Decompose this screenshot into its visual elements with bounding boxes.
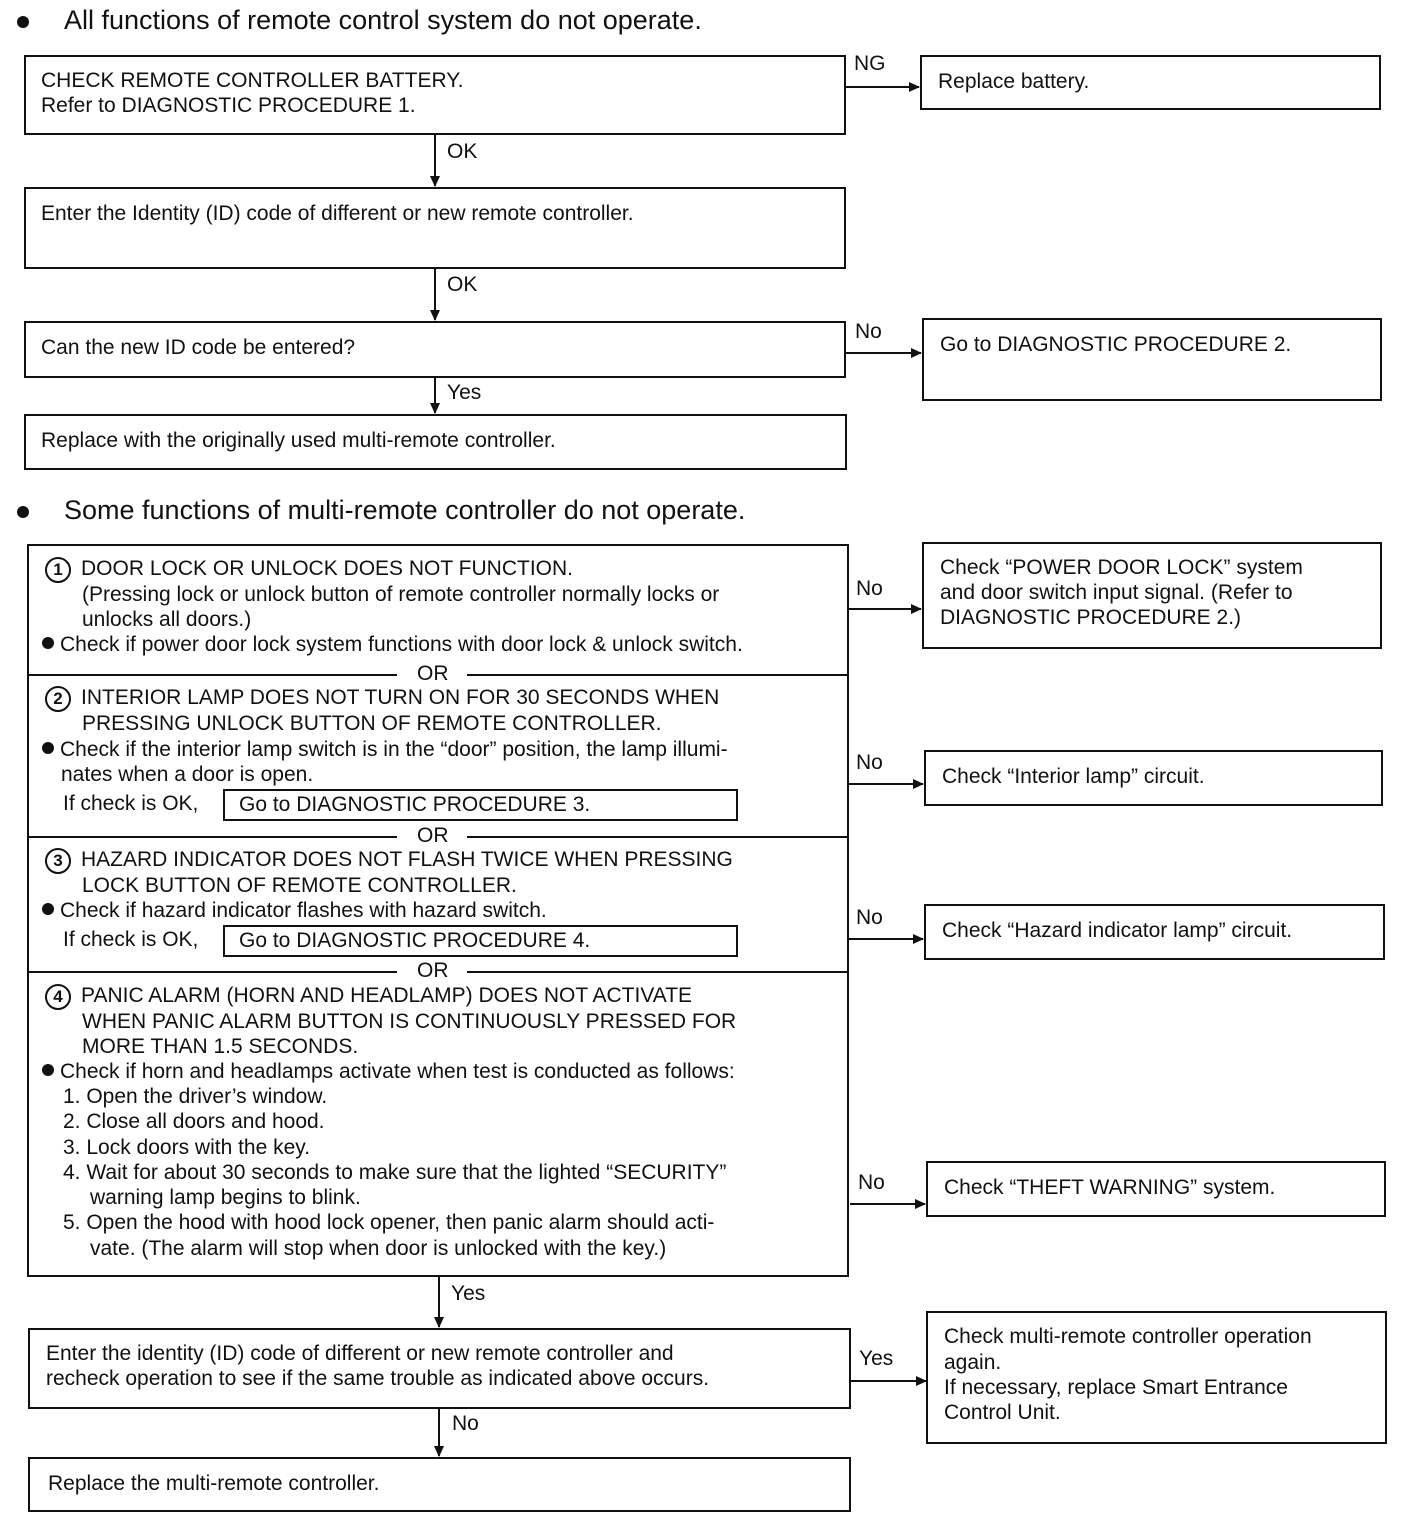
item1-check-text: Check if power door lock system functions with door lock & unlock switch. xyxy=(60,633,743,656)
item1-sub1: (Pressing lock or unlock button of remote controller normally locks or xyxy=(82,583,720,606)
item4-check-bullet xyxy=(42,1064,54,1076)
power-door-lock-line3: DIAGNOSTIC PROCEDURE 2.) xyxy=(940,606,1242,629)
item1-title-text: DOOR LOCK OR UNLOCK DOES NOT FUNCTION. xyxy=(81,557,573,580)
item2-title-line1 xyxy=(45,685,719,712)
label-yes-2: Yes xyxy=(451,1282,486,1305)
item4-step-5a: 5. Open the hood with hood lock opener, then panic alarm should acti- xyxy=(63,1211,715,1234)
item3-if-ok: If check is OK, xyxy=(63,928,199,951)
item4-check-text: Check if horn and headlamps activate when test is conducted as follows: xyxy=(60,1060,735,1083)
divider-3-right xyxy=(467,971,849,973)
check-operation-box xyxy=(926,1311,1387,1444)
label-no-item3: No xyxy=(856,906,883,929)
power-door-lock-line2: and door switch input signal. (Refer to xyxy=(940,581,1293,604)
item2-title1-text: INTERIOR LAMP DOES NOT TURN ON FOR 30 SECONDS WHEN xyxy=(81,686,720,709)
check-battery-line1: CHECK REMOTE CONTROLLER BATTERY. xyxy=(41,69,464,92)
label-ng: NG xyxy=(854,52,886,75)
item1-sub2: unlocks all doors.) xyxy=(82,608,252,631)
item3-title-line2: LOCK BUTTON OF REMOTE CONTROLLER. xyxy=(82,874,517,897)
item2-check-line2: nates when a door is open. xyxy=(61,763,314,786)
go-procedure2-text: Go to DIAGNOSTIC PROCEDURE 2. xyxy=(940,333,1292,356)
label-no-item4: No xyxy=(858,1171,885,1194)
check-operation-line4: Control Unit. xyxy=(944,1401,1061,1424)
divider-1-right xyxy=(467,674,849,676)
section1-heading: All functions of remote control system do not operate. xyxy=(64,5,702,35)
item4-step-4b: warning lamp begins to blink. xyxy=(90,1186,361,1209)
item4-title-line2: WHEN PANIC ALARM BUTTON IS CONTINUOUSLY PRESSED FOR xyxy=(82,1010,737,1033)
section2-heading: Some functions of multi-remote controller do not operate. xyxy=(64,495,746,525)
symptoms-box xyxy=(27,544,849,1277)
replace-original-box xyxy=(24,414,847,470)
theft-warning-text: Check “THEFT WARNING” system. xyxy=(944,1176,1276,1199)
item2-title-line2: PRESSING UNLOCK BUTTON OF REMOTE CONTROLLER. xyxy=(82,712,662,735)
item1-number: 1 xyxy=(45,557,71,583)
check-operation-line2: again. xyxy=(944,1351,1002,1374)
interior-lamp-box xyxy=(924,750,1383,806)
divider-2-left xyxy=(29,836,397,838)
hazard-lamp-box xyxy=(924,904,1385,960)
label-ok-2: OK xyxy=(447,273,478,296)
item3-go-box: Go to DIAGNOSTIC PROCEDURE 4. xyxy=(223,925,738,957)
item3-check-bullet xyxy=(42,903,54,915)
item2-check-bullet xyxy=(42,742,54,754)
item3-check xyxy=(42,898,547,924)
divider-2-right xyxy=(467,836,849,838)
section2-bullet xyxy=(17,506,29,518)
replace-battery-text: Replace battery. xyxy=(938,70,1090,93)
recheck-line1: Enter the identity (ID) code of different or new remote controller and xyxy=(46,1342,674,1365)
check-operation-line1: Check multi-remote controller operation xyxy=(944,1325,1312,1348)
replace-battery-box xyxy=(920,55,1381,110)
recheck-line2: recheck operation to see if the same trouble as indicated above occurs. xyxy=(46,1367,710,1390)
new-id-question-text: Can the new ID code be entered? xyxy=(41,336,356,359)
item4-step-2: 2. Close all doors and hood. xyxy=(63,1110,325,1133)
item4-step-4a: 4. Wait for about 30 seconds to make sure that the lighted “SECURITY” xyxy=(63,1161,727,1184)
item2-number: 2 xyxy=(45,686,71,712)
label-yes-1: Yes xyxy=(447,381,482,404)
item4-step-5b: vate. (The alarm will stop when door is unlocked with the key.) xyxy=(90,1237,667,1260)
label-no-item2: No xyxy=(856,751,883,774)
hazard-lamp-text: Check “Hazard indicator lamp” circuit. xyxy=(942,919,1293,942)
item4-step-3: 3. Lock doors with the key. xyxy=(63,1136,311,1159)
label-no-final: No xyxy=(452,1412,479,1435)
power-door-lock-line1: Check “POWER DOOR LOCK” system xyxy=(940,556,1303,579)
item4-title1-text: PANIC ALARM (HORN AND HEADLAMP) DOES NOT ACTIVATE xyxy=(81,984,693,1007)
enter-id-box xyxy=(24,187,846,269)
item3-title-line1 xyxy=(45,847,733,874)
enter-id-text: Enter the Identity (ID) code of different or new remote controller. xyxy=(41,202,634,225)
replace-original-text: Replace with the originally used multi-remote controller. xyxy=(41,429,556,452)
label-ok-1: OK xyxy=(447,140,478,163)
check-battery-line2: Refer to DIAGNOSTIC PROCEDURE 1. xyxy=(41,94,416,117)
section1-bullet xyxy=(17,16,29,28)
recheck-box xyxy=(28,1328,851,1409)
item3-title1-text: HAZARD INDICATOR DOES NOT FLASH TWICE WHEN PRESSING xyxy=(81,848,733,871)
label-no-item1: No xyxy=(856,577,883,600)
item4-title-line3: MORE THAN 1.5 SECONDS. xyxy=(82,1035,359,1058)
item3-check-text: Check if hazard indicator flashes with hazard switch. xyxy=(60,899,547,922)
go-procedure2-box xyxy=(922,318,1382,401)
replace-controller-box xyxy=(28,1457,851,1512)
item1-check-bullet xyxy=(42,637,54,649)
item4-title-line1 xyxy=(45,983,692,1010)
or-label-3: OR xyxy=(417,959,449,982)
check-battery-box xyxy=(24,55,846,135)
item1-check xyxy=(42,632,743,658)
new-id-question-box xyxy=(24,321,846,378)
theft-warning-box xyxy=(926,1161,1386,1217)
replace-controller-text: Replace the multi-remote controller. xyxy=(48,1472,380,1495)
item4-number: 4 xyxy=(45,984,71,1010)
or-label-1: OR xyxy=(417,662,449,685)
item2-check1-text: Check if the interior lamp switch is in the “door” position, the lamp illumi- xyxy=(60,738,728,761)
item2-check-line1 xyxy=(42,737,728,763)
label-no-1: No xyxy=(855,320,882,343)
divider-1-left xyxy=(29,674,397,676)
divider-3-left xyxy=(29,971,397,973)
or-label-2: OR xyxy=(417,824,449,847)
power-door-lock-box xyxy=(922,542,1382,649)
check-operation-line3: If necessary, replace Smart Entrance xyxy=(944,1376,1288,1399)
interior-lamp-text: Check “Interior lamp” circuit. xyxy=(942,765,1205,788)
item4-step-1: 1. Open the driver’s window. xyxy=(63,1085,328,1108)
item1-title xyxy=(45,556,573,583)
label-yes-3: Yes xyxy=(859,1347,894,1370)
item4-check xyxy=(42,1059,735,1085)
item2-if-ok: If check is OK, xyxy=(63,792,199,815)
item3-number: 3 xyxy=(45,848,71,874)
item2-go-box: Go to DIAGNOSTIC PROCEDURE 3. xyxy=(223,789,738,821)
